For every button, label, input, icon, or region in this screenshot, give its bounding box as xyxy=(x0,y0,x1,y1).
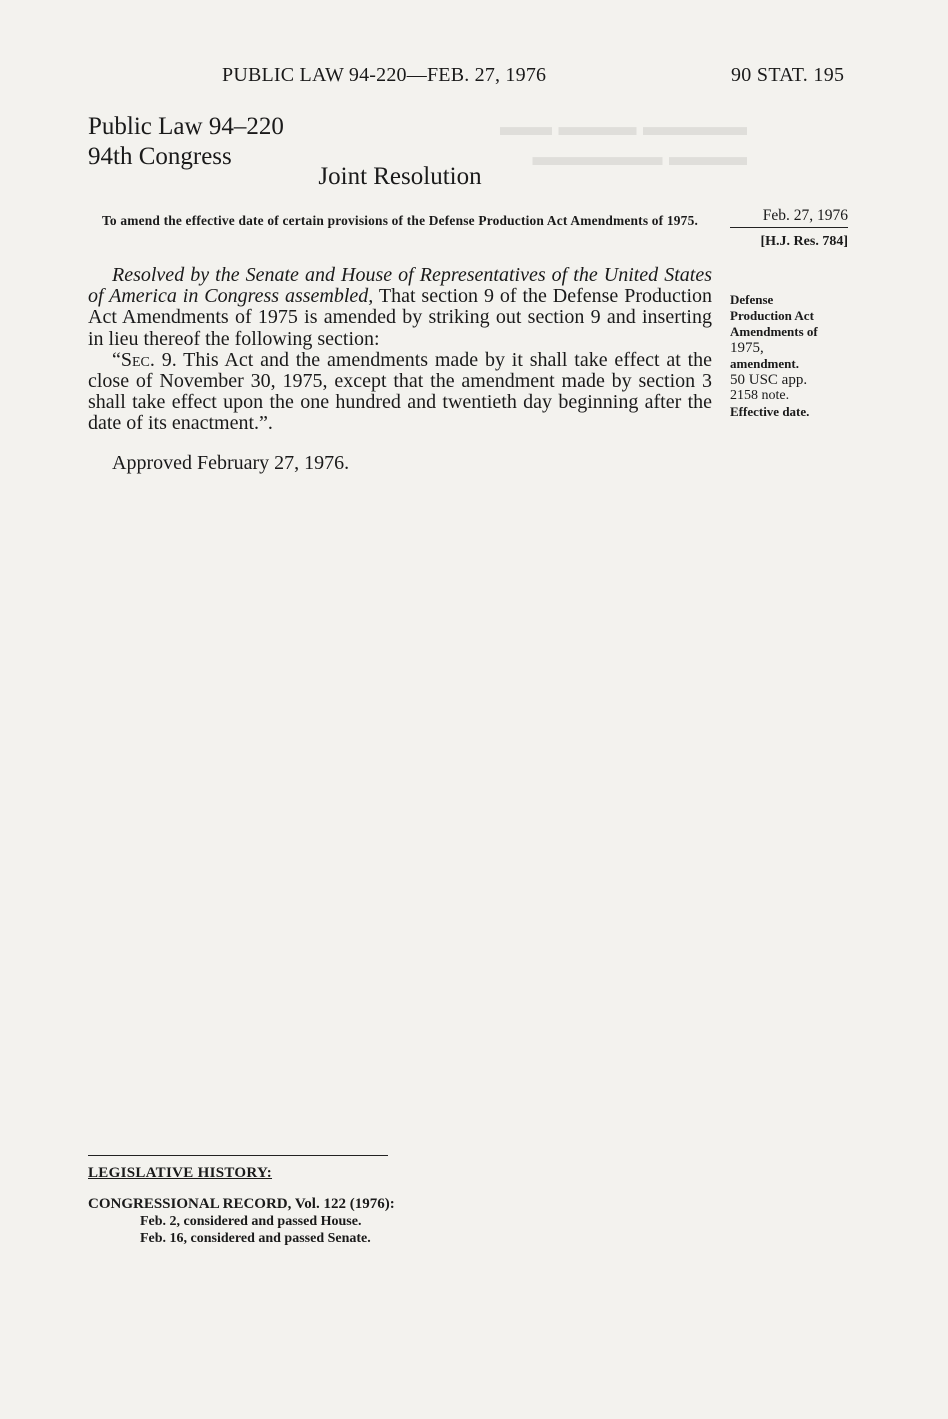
resolution-body xyxy=(88,265,712,435)
enactment-date: Feb. 27, 1976 xyxy=(730,207,848,228)
margin-note-line: Production Act xyxy=(730,308,814,323)
divider xyxy=(88,1155,388,1156)
margin-note-line: Defense xyxy=(730,292,774,307)
congressional-record-citation: CONGRESSIONAL RECORD, Vol. 122 (1976): xyxy=(88,1196,395,1212)
margin-note-line: 1975, xyxy=(730,340,764,356)
approval-line: Approved February 27, 1976. xyxy=(112,452,350,474)
side-citation xyxy=(730,207,848,250)
bill-number: [H.J. Res. 784] xyxy=(760,234,848,249)
margin-note-line: 2158 note. xyxy=(730,388,790,403)
resolution-paragraph-1 xyxy=(88,265,712,350)
history-entry: Feb. 16, considered and passed Senate. xyxy=(140,1231,371,1246)
document-type-heading: Joint Resolution xyxy=(318,163,482,190)
section-label: “Sec. 9. xyxy=(112,348,177,371)
legislative-history xyxy=(88,1165,608,1247)
public-law-number: Public Law 94–220 xyxy=(88,113,284,140)
margin-note-line: Effective date. xyxy=(730,404,810,419)
paragraph-2-text: This Act and the amendments made by it shall take effect at the close of November 30, 1975, except that the amendment made by section 3 shall take effect upon the one hundred and twentieth day beginning after the date of its enactment.”. xyxy=(88,348,713,435)
bleed-through-decoration: ▬▬▬▬ ▬▬▬ ▬▬ ▬▬▬ ▬▬▬▬▬ xyxy=(500,112,747,171)
legislative-history-heading: LEGISLATIVE HISTORY: xyxy=(88,1165,273,1181)
resolving-clause: Resolved by the Senate and House of Representatives of the United States of America in Congress assembled, xyxy=(88,264,712,308)
paragraph-1-text: That section 9 of the Defense Production Act Amendments of 1975 is amended by striking out section 9 and inserting in lieu thereof the following section: xyxy=(88,285,712,350)
history-entry: Feb. 2, considered and passed House. xyxy=(140,1214,362,1229)
margin-note-line: 50 USC app. xyxy=(730,372,808,388)
statute-page: 90 STAT. 195 xyxy=(731,64,845,86)
running-head-title: PUBLIC LAW 94-220—FEB. 27, 1976 xyxy=(222,64,547,86)
congress-number: 94th Congress xyxy=(88,143,232,170)
running-head xyxy=(0,64,948,88)
resolution-paragraph-2 xyxy=(88,350,712,435)
margin-note xyxy=(730,292,850,420)
margin-note-line: amendment. xyxy=(730,356,799,371)
purpose-statement: To amend the effective date of certain provisions of the Defense Production Act Amendments of 1975. xyxy=(101,213,699,228)
margin-note-line: Amendments of xyxy=(730,324,818,339)
